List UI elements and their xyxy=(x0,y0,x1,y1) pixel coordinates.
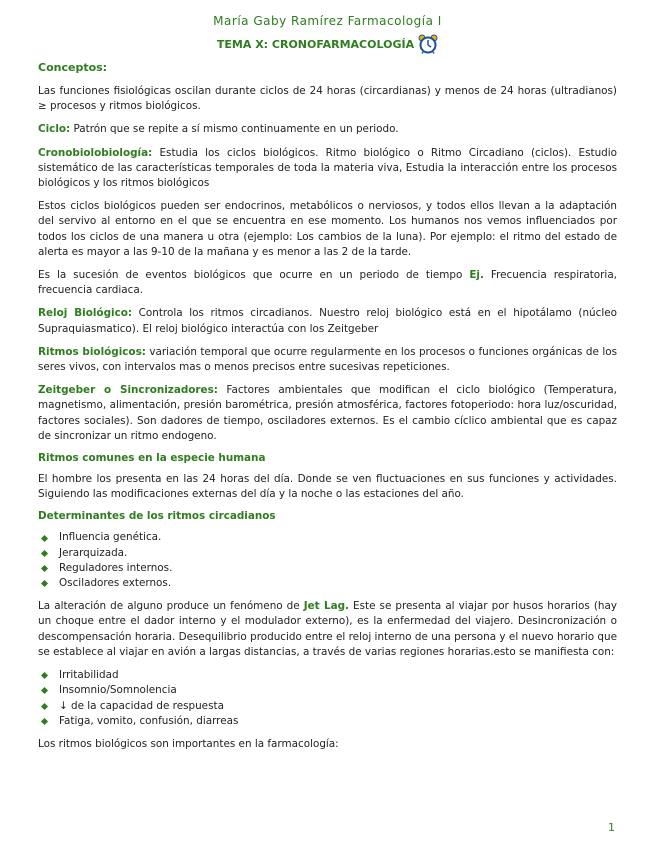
list-item xyxy=(38,683,617,698)
section-title-determinantes: Determinantes de los ritmos circadianos xyxy=(38,510,276,523)
paragraph-ritmos xyxy=(38,345,617,375)
list-item xyxy=(38,546,617,561)
sucesion-example: Frecuencia respiratoria, frecuencia cardiaca. xyxy=(38,269,617,297)
term-cronobiologia: Cronobiolobiología: xyxy=(38,146,153,159)
alteracion-text: La alteración de alguno produce un fenómeno de xyxy=(38,600,304,613)
list-item-text: ↓ de la capacidad de respuesta xyxy=(59,699,224,712)
alteracion-description: Este se presenta al viajar por husos horarios (hay un choque entre el dador interno y el modulador externo), es la enfermedad del viajero. Desincronización o descompensación horaria. Desequilibrio producido entre el reloj interno de una persona y el nuevo horario que se establece al viajar en avión a largas distancias, a través de varias regiones horarias.esto se manifiesta con: xyxy=(38,600,617,658)
list-item-text: Jerarquizada. xyxy=(59,546,128,559)
section-title-ritmos-comunes: Ritmos comunes en la especie humana xyxy=(38,452,266,465)
list-item-text: Reguladores internos. xyxy=(59,561,173,574)
list-item xyxy=(38,699,617,714)
page-number: 1 xyxy=(608,821,615,834)
list-item xyxy=(38,561,617,576)
ritmos-definition: variación temporal que ocurre regularmente en los procesos o funciones orgánicas de los seres vivos, con intervalos mas o menos precisos entre sucesivas repeticiones. xyxy=(38,345,617,374)
topic-title: TEMA X: CRONOFARMACOLOGÍA xyxy=(216,37,415,51)
list-item xyxy=(38,668,617,683)
header-topic xyxy=(38,33,617,55)
list-item xyxy=(38,714,617,729)
bullet-icon xyxy=(41,703,48,710)
paragraph-cronobiologia xyxy=(38,146,617,192)
list-item-text: Insomnio/Somnolencia xyxy=(59,684,177,697)
paragraph-ritmos-comunes: El hombre los presenta en las 24 horas del día. Donde se ven fluctuaciones en sus funciones y actividades. Siguiendo las modificaciones externas del día y la noche o las estaciones del año. xyxy=(38,473,617,501)
list-item-text: Osciladores externos. xyxy=(59,577,172,590)
term-ciclo: Ciclo: xyxy=(38,123,71,136)
determinantes-list xyxy=(38,530,617,591)
list-item xyxy=(38,530,617,545)
alarm-clock-icon xyxy=(418,34,438,54)
bullet-icon xyxy=(41,550,48,557)
bullet-icon xyxy=(41,718,48,725)
bullet-icon xyxy=(41,580,48,587)
term-ritmos-biologicos: Ritmos biológicos: xyxy=(38,345,146,358)
reloj-definition: Controla los ritmos circadianos. Nuestro reloj biológico está en el hipotálamo (núcleo Supraquiasmatico). El reloj biológico interactúa con los Zeitgeber xyxy=(38,307,617,335)
list-item-text: Influencia genética. xyxy=(59,531,162,544)
list-item xyxy=(38,576,617,591)
term-ej: Ej. xyxy=(469,269,484,282)
paragraph-final: Los ritmos biológicos son importantes en la farmacología: xyxy=(38,737,339,750)
paragraph-conceptos: Las funciones fisiológicas oscilan durante ciclos de 24 horas (circardianas) y menos de 24 horas (ultradianos) ≥ procesos y ritmos biológicos. xyxy=(38,85,617,113)
bullet-icon xyxy=(41,687,48,694)
list-item-text: Irritabilidad xyxy=(59,669,119,682)
sucesion-text: Es la sucesión de eventos biológicos que ocurre en un periodo de tiempo xyxy=(38,269,470,282)
bullet-icon xyxy=(41,565,48,572)
paragraph-ciclos-biologicos: Estos ciclos biológicos pueden ser endocrinos, metabólicos o nerviosos, y todos ellos llevan a la adaptación del servivo al entorno en el que se encuentra en ese momento. Los humanos nos vemos influenciados por todos los ciclos de una manera u otra (ejemplo: Los cambios de la luna). Por ejemplo: el ritmo del estado de alerta es mayor a las 9-10 de la mañana y es menor a las 2 de la tarde. xyxy=(38,200,617,258)
ciclo-definition: Patrón que se repite a sí mismo continuamente en un periodo. xyxy=(70,123,399,136)
bullet-icon xyxy=(41,535,48,542)
header-author: María Gaby Ramírez Farmacología I xyxy=(213,14,442,28)
term-zeitgeber: Zeitgeber o Sincronizadores: xyxy=(38,384,218,397)
list-item-text: Fatiga, vomito, confusión, diarreas xyxy=(59,714,239,727)
zeitgeber-definition: Factores ambientales que modifican el ciclo biológico (Temperatura, magnetismo, alimentación, presión barométrica, presión atmosférica, factores fotoperiodo: hora luz/oscuridad, factores sociales). Son dadores de tiempo, osciladores externos. Es el cambio cíclico ambiental que es capaz de sincronizar un ritmo endogeno. xyxy=(38,384,617,442)
paragraph-ciclo xyxy=(38,122,617,137)
paragraph-zeitgeber xyxy=(38,383,617,444)
paragraph-sucesion xyxy=(38,268,617,298)
term-reloj-biologico: Reloj Biológico: xyxy=(38,307,133,320)
cronobiologia-definition: Estudia los ciclos biológicos. Ritmo biológico o Ritmo Circadiano (ciclos). Estudio sistemático de las características temporales de toda la materia viva, Estudia la interacción entre los procesos biológicos y los ritmos biológicos xyxy=(38,146,617,190)
paragraph-alteracion xyxy=(38,599,617,660)
sintomas-list xyxy=(38,668,617,729)
section-title-conceptos: Conceptos: xyxy=(38,61,108,74)
term-jet-lag: Jet Lag. xyxy=(303,600,349,613)
bullet-icon xyxy=(41,672,48,679)
paragraph-reloj xyxy=(38,306,617,336)
